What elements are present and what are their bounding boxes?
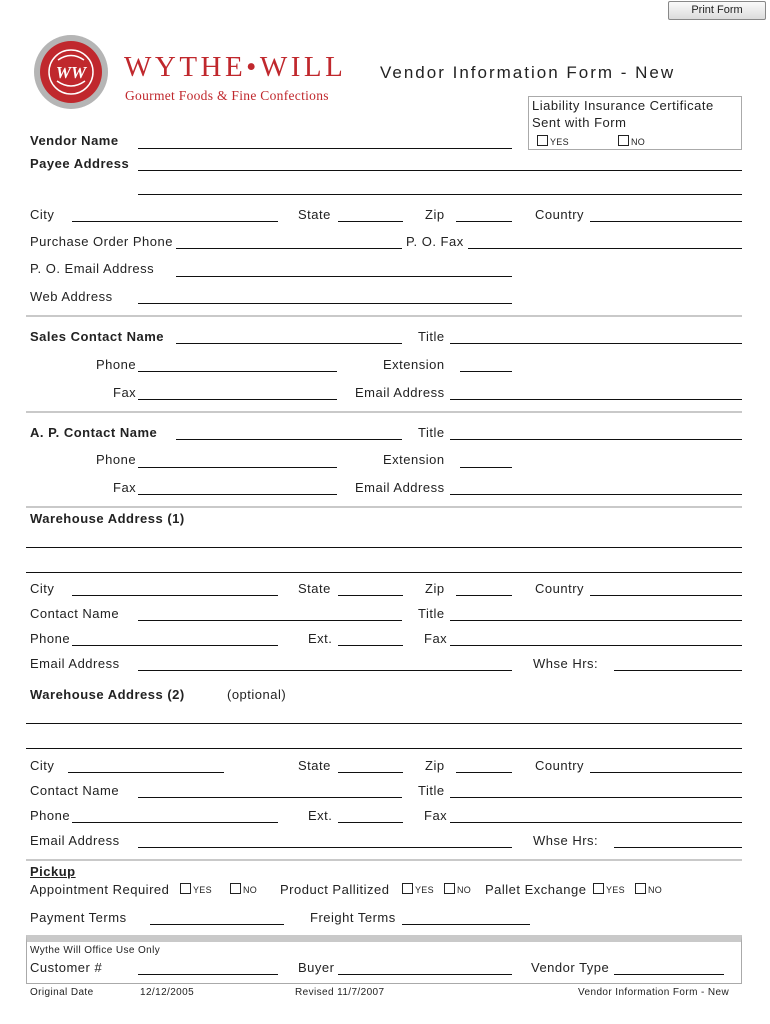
sales-extension-label: Extension <box>383 357 445 372</box>
ap-contact-field[interactable] <box>176 439 402 440</box>
wh1-title-label: Title <box>418 606 445 621</box>
wh2-title-field[interactable] <box>450 797 742 798</box>
appointment-no-checkbox[interactable] <box>230 883 241 894</box>
appointment-yes-checkbox[interactable] <box>180 883 191 894</box>
wh2-city-label: City <box>30 758 55 773</box>
ap-phone-field[interactable] <box>138 467 337 468</box>
vendor-state-field[interactable] <box>338 221 403 222</box>
print-form-button[interactable]: Print Form <box>668 1 766 20</box>
company-logo <box>32 33 362 113</box>
warehouse2-address-field-2[interactable] <box>26 748 742 749</box>
sales-email-field[interactable] <box>450 399 742 400</box>
wh1-phone-field[interactable] <box>72 645 278 646</box>
pickup-heading: Pickup <box>30 864 76 879</box>
wh1-email-field[interactable] <box>138 670 512 671</box>
wh2-phone-label: Phone <box>30 808 71 823</box>
office-use-heading: Wythe Will Office Use Only <box>30 945 161 956</box>
ap-phone-label: Phone <box>96 452 137 467</box>
wh2-country-field[interactable] <box>590 772 742 773</box>
wh2-email-label: Email Address <box>30 833 120 848</box>
warehouse2-address-field-1[interactable] <box>26 723 742 724</box>
po-email-label: P. O. Email Address <box>30 261 155 276</box>
wh2-ext-label: Ext. <box>308 808 333 823</box>
sales-title-label: Title <box>418 329 445 344</box>
wh1-ext-label: Ext. <box>308 631 333 646</box>
vendor-state-label: State <box>298 207 331 222</box>
ap-email-field[interactable] <box>450 494 742 495</box>
vendor-city-field[interactable] <box>72 221 278 222</box>
palletized-yes-checkbox[interactable] <box>402 883 413 894</box>
wh1-hours-label: Whse Hrs: <box>533 656 599 671</box>
appointment-no-label: NO <box>243 885 258 895</box>
buyer-label: Buyer <box>298 960 335 975</box>
web-address-label: Web Address <box>30 289 113 304</box>
ap-contact-label: A. P. Contact Name <box>30 425 158 440</box>
web-address-field[interactable] <box>138 303 512 304</box>
vendor-country-field[interactable] <box>590 221 742 222</box>
payee-address-field-2[interactable] <box>138 194 742 195</box>
warehouse2-heading: Warehouse Address (2) <box>30 687 185 702</box>
pallet-exchange-no-checkbox[interactable] <box>635 883 646 894</box>
pallet-exchange-no-label: NO <box>648 885 663 895</box>
wh2-email-field[interactable] <box>138 847 512 848</box>
wh2-state-field[interactable] <box>338 772 403 773</box>
product-palletized-label: Product Pallitized <box>280 882 390 897</box>
revised-date: Revised 11/7/2007 <box>295 987 385 998</box>
wh1-city-field[interactable] <box>72 595 278 596</box>
ap-title-label: Title <box>418 425 445 440</box>
wh1-contact-field[interactable] <box>138 620 402 621</box>
logo-seal-icon <box>32 33 110 111</box>
ap-title-field[interactable] <box>450 439 742 440</box>
warehouse1-heading: Warehouse Address (1) <box>30 511 185 526</box>
insurance-yes-label: YES <box>550 137 569 147</box>
insurance-label-2: Sent with Form <box>532 115 627 130</box>
ap-fax-label: Fax <box>113 480 137 495</box>
wh2-contact-label: Contact Name <box>30 783 120 798</box>
original-date-label: Original Date <box>30 987 94 998</box>
wh1-fax-field[interactable] <box>450 645 742 646</box>
vendor-city-label: City <box>30 207 55 222</box>
ap-fax-field[interactable] <box>138 494 337 495</box>
form-title: Vendor Information Form - New <box>380 63 676 82</box>
pallet-exchange-label: Pallet Exchange <box>485 882 587 897</box>
wh2-zip-label: Zip <box>425 758 445 773</box>
wh1-zip-field[interactable] <box>456 595 512 596</box>
original-date-value: 12/12/2005 <box>140 987 195 998</box>
wh1-fax-label: Fax <box>424 631 448 646</box>
wh1-phone-label: Phone <box>30 631 71 646</box>
vendor-zip-label: Zip <box>425 207 445 222</box>
appointment-yes-label: YES <box>193 885 212 895</box>
brand-tagline: Gourmet Foods & Fine Confections <box>125 88 329 103</box>
payment-terms-label: Payment Terms <box>30 910 127 925</box>
logo-monogram: WW <box>55 63 87 82</box>
pallet-exchange-yes-label: YES <box>606 885 625 895</box>
wh2-contact-field[interactable] <box>138 797 402 798</box>
vendor-country-label: Country <box>535 207 585 222</box>
pallet-exchange-yes-checkbox[interactable] <box>593 883 604 894</box>
wh1-zip-label: Zip <box>425 581 445 596</box>
insurance-no-checkbox[interactable] <box>618 135 629 146</box>
appointment-required-label: Appointment Required <box>30 882 170 897</box>
wh2-phone-field[interactable] <box>72 822 278 823</box>
wh2-title-label: Title <box>418 783 445 798</box>
wh2-hours-field[interactable] <box>614 847 742 848</box>
section-divider <box>26 411 742 413</box>
sales-contact-label: Sales Contact Name <box>30 329 164 344</box>
wh1-hours-field[interactable] <box>614 670 742 671</box>
freight-terms-field[interactable] <box>402 924 530 925</box>
payee-address-field-1[interactable] <box>138 170 742 171</box>
po-fax-field[interactable] <box>468 248 742 249</box>
customer-number-field[interactable] <box>138 974 278 975</box>
sales-phone-field[interactable] <box>138 371 337 372</box>
wh2-country-label: Country <box>535 758 585 773</box>
freight-terms-label: Freight Terms <box>310 910 396 925</box>
ap-extension-label: Extension <box>383 452 445 467</box>
section-divider <box>26 315 742 317</box>
wh1-contact-label: Contact Name <box>30 606 120 621</box>
brand-name: WYTHE•WILL <box>124 51 347 83</box>
po-phone-label: Purchase Order Phone <box>30 234 173 249</box>
po-phone-field[interactable] <box>176 248 402 249</box>
wh2-fax-label: Fax <box>424 808 448 823</box>
insurance-label-1: Liability Insurance Certificate <box>532 98 714 113</box>
vendor-name-field[interactable] <box>138 148 512 149</box>
vendor-name-label: Vendor Name <box>30 133 119 148</box>
payee-address-label: Payee Address <box>30 156 130 171</box>
wh2-fax-field[interactable] <box>450 822 742 823</box>
palletized-no-checkbox[interactable] <box>444 883 455 894</box>
wh1-ext-field[interactable] <box>338 645 403 646</box>
insurance-yes-checkbox[interactable] <box>537 135 548 146</box>
footer-form-name: Vendor Information Form - New <box>578 987 730 998</box>
buyer-field[interactable] <box>338 974 512 975</box>
wh2-state-label: State <box>298 758 331 773</box>
sales-fax-label: Fax <box>113 385 137 400</box>
palletized-no-label: NO <box>457 885 472 895</box>
wh2-hours-label: Whse Hrs: <box>533 833 599 848</box>
payment-terms-field[interactable] <box>150 924 284 925</box>
section-divider <box>26 506 742 508</box>
sales-fax-field[interactable] <box>138 399 337 400</box>
sales-email-label: Email Address <box>355 385 445 400</box>
insurance-no-label: NO <box>631 137 646 147</box>
section-divider <box>26 859 742 861</box>
sales-phone-label: Phone <box>96 357 137 372</box>
wh1-email-label: Email Address <box>30 656 120 671</box>
wh1-state-field[interactable] <box>338 595 403 596</box>
warehouse2-optional-note: (optional) <box>227 687 287 702</box>
wh1-city-label: City <box>30 581 55 596</box>
vendor-type-label: Vendor Type <box>531 960 610 975</box>
po-fax-label: P. O. Fax <box>406 234 464 249</box>
po-email-field[interactable] <box>176 276 512 277</box>
wh1-country-label: Country <box>535 581 585 596</box>
palletized-yes-label: YES <box>415 885 434 895</box>
ap-email-label: Email Address <box>355 480 445 495</box>
warehouse1-address-field-2[interactable] <box>26 572 742 573</box>
sales-extension-field[interactable] <box>460 371 512 372</box>
wh2-zip-field[interactable] <box>456 772 512 773</box>
sales-contact-field[interactable] <box>176 343 402 344</box>
customer-number-label: Customer # <box>30 960 103 975</box>
ap-extension-field[interactable] <box>460 467 512 468</box>
wh1-state-label: State <box>298 581 331 596</box>
vendor-zip-field[interactable] <box>456 221 512 222</box>
sales-title-field[interactable] <box>450 343 742 344</box>
wh2-ext-field[interactable] <box>338 822 403 823</box>
wh1-country-field[interactable] <box>590 595 742 596</box>
vendor-type-field[interactable] <box>614 974 724 975</box>
wh1-title-field[interactable] <box>450 620 742 621</box>
wh2-city-field[interactable] <box>68 772 224 773</box>
warehouse1-address-field-1[interactable] <box>26 547 742 548</box>
